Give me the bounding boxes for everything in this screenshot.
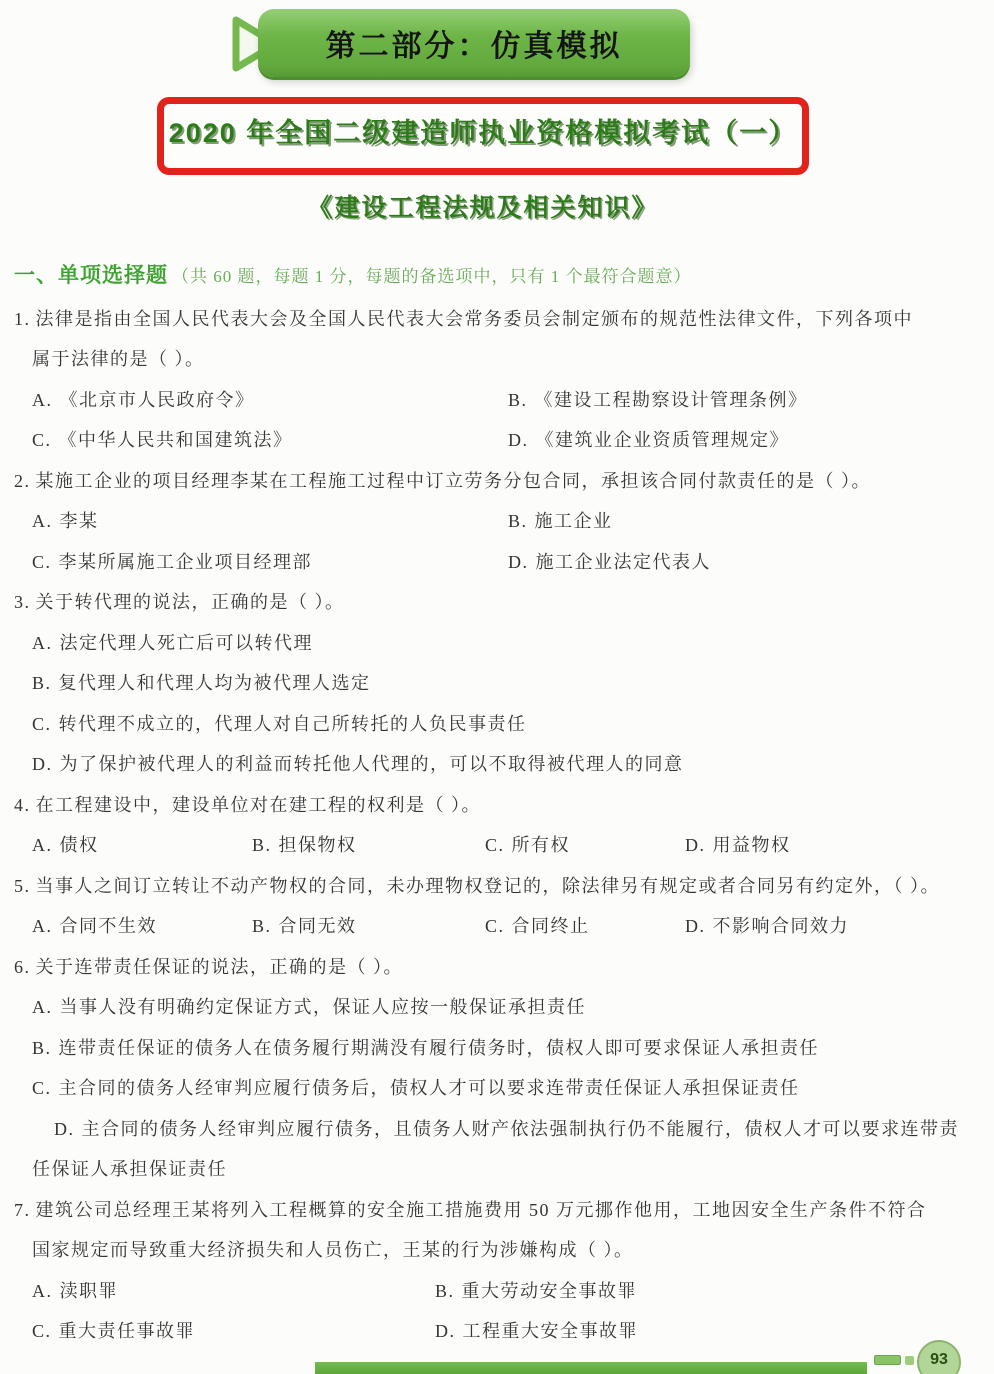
options: [14, 825, 980, 866]
question-number: 7.: [14, 1199, 31, 1220]
question-number: 6.: [14, 956, 31, 977]
question-2: [14, 461, 980, 583]
options: [14, 987, 980, 1190]
question-text: [14, 461, 980, 502]
question-list: [14, 256, 980, 1352]
section-heading: [14, 256, 980, 299]
question-6: [14, 947, 980, 1190]
option-c: C. 李某所属施工企业项目经理部: [32, 551, 313, 572]
option-b: B. 重大劳动安全事故罪: [435, 1280, 638, 1301]
question-number: 4.: [14, 794, 31, 815]
question-body: 建筑公司总经理王某将列入工程概算的安全施工措施费用 50 万元挪作他用，工地因安全生产条件不符合国家规定而导致重大经济损失和人员伤亡，王某的行为涉嫌构成（ ）。: [32, 1199, 927, 1260]
question-text: [14, 1190, 936, 1271]
options: [14, 380, 980, 461]
option-c: C. 主合同的债务人经审判应履行债务后，债权人才可以要求连带责任保证人承担保证责任: [32, 1078, 800, 1098]
option-d: D. 工程重大安全事故罪: [435, 1321, 638, 1341]
option-c: C. 所有权: [485, 835, 571, 855]
question-body: 在工程建设中，建设单位对在建工程的权利是（ ）。: [35, 794, 481, 815]
option-a: A. 合同不生效: [32, 916, 157, 936]
footer-dot: [905, 1356, 914, 1365]
subject-title: 《建设工程法规及相关知识》: [307, 194, 659, 222]
question-text: [14, 785, 980, 826]
question-text: [14, 582, 980, 623]
question-body: 某施工企业的项目经理李某在工程施工过程中订立劳务分包合同，承担该合同付款责任的是（ ）。: [35, 470, 871, 491]
option-d: D. 用益物权: [685, 835, 791, 855]
question-7: [14, 1190, 980, 1352]
question-3: [14, 582, 980, 785]
options: [14, 501, 980, 582]
options: [14, 1271, 980, 1352]
section-note: （共 60 题，每题 1 分，每题的备选项中，只有 1 个最符合题意）: [172, 267, 692, 286]
option-d: D. 《建筑业企业资质管理规定》: [508, 430, 789, 450]
question-number: 3.: [14, 592, 31, 612]
exam-title: 2020 年全国二级建造师执业资格模拟考试（一）: [168, 118, 798, 148]
option-a: A. 渎职罪: [32, 1280, 118, 1301]
question-number: 2.: [14, 470, 31, 491]
question-number: 5.: [14, 875, 31, 896]
page-number: 93: [930, 1351, 948, 1368]
option-b: B. 复代理人和代理人均为被代理人选定: [32, 673, 371, 693]
exam-title-box: [157, 97, 809, 175]
option-c: C. 合同终止: [485, 916, 590, 936]
question-number: 1.: [14, 308, 31, 329]
option-b: B. 担保物权: [252, 835, 357, 855]
options: [14, 623, 980, 785]
option-a: A. 《北京市人民政府令》: [32, 389, 255, 410]
option-a: A. 当事人没有明确约定保证方式，保证人应按一般保证承担责任: [32, 997, 586, 1017]
question-body: 关于转代理的说法，正确的是（ ）。: [35, 592, 345, 612]
option-b: B. 连带责任保证的债务人在债务履行期满没有履行债务时，债权人即可要求保证人承担责任: [32, 1037, 820, 1058]
option-d: D. 主合同的债务人经审判应履行债务，且债务人财产依法强制执行仍不能履行，债权人才可以要求连带责任保证人承担保证责任: [32, 1118, 959, 1179]
question-4: [14, 785, 980, 866]
question-text: [14, 866, 980, 907]
option-a: A. 债权: [32, 835, 99, 855]
footer-tag: [874, 1355, 901, 1365]
option-c: C. 《中华人民共和国建筑法》: [32, 430, 293, 450]
option-d: D. 施工企业法定代表人: [508, 551, 711, 572]
option-a: A. 李某: [32, 511, 99, 531]
option-d: D. 不影响合同效力: [685, 916, 849, 936]
option-b: B. 《建设工程勘察设计管理条例》: [508, 389, 808, 410]
option-a: A. 法定代理人死亡后可以转代理: [32, 632, 313, 653]
options: [14, 906, 980, 947]
section-title: 一、单项选择题: [14, 264, 168, 287]
option-b: B. 合同无效: [252, 916, 357, 936]
question-text: [14, 299, 922, 380]
option-d: D. 为了保护被代理人的利益而转托他人代理的，可以不取得被代理人的同意: [32, 754, 684, 774]
question-1: [14, 299, 980, 461]
question-5: [14, 866, 980, 947]
question-body: 关于连带责任保证的说法，正确的是（ ）。: [35, 956, 403, 977]
question-body: 法律是指由全国人民代表大会及全国人民代表大会常务委员会制定颁布的规范性法律文件，下列各项中属于法律的是（ ）。: [32, 308, 913, 369]
footer-bar: [315, 1362, 867, 1374]
question-body: 当事人之间订立转让不动产物权的合同，未办理物权登记的，除法律另有规定或者合同另有约定外，（ ）。: [35, 875, 940, 896]
option-c: C. 重大责任事故罪: [32, 1321, 196, 1341]
question-text: [14, 947, 980, 988]
option-c: C. 转代理不成立的，代理人对自己所转托的人负民事责任: [32, 713, 527, 734]
part-banner-text: 第二部分：仿真模拟: [325, 30, 623, 63]
part-banner: [258, 9, 690, 77]
option-b: B. 施工企业: [508, 511, 613, 531]
